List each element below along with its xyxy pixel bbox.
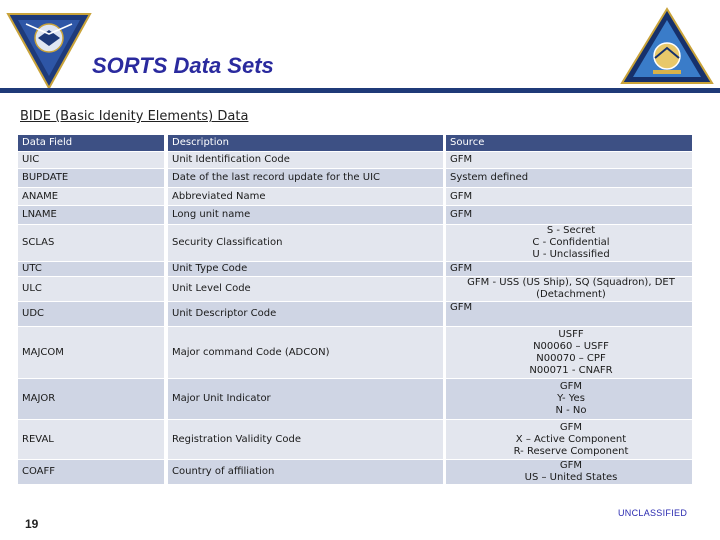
- field-cell: UTC: [18, 262, 164, 276]
- column-header-description: Description: [168, 135, 443, 151]
- source-cell: GFM: [446, 188, 692, 205]
- section-subtitle: BIDE (Basic Idenity Elements) Data: [20, 109, 249, 124]
- page-number: 19: [25, 517, 39, 531]
- triangular-command-seal-icon: [619, 6, 715, 86]
- field-cell: REVAL: [18, 420, 164, 459]
- table-row: [18, 262, 692, 276]
- field-cell: SCLAS: [18, 225, 164, 261]
- field-cell: MAJOR: [18, 379, 164, 419]
- description-cell: Registration Validity Code: [168, 420, 443, 459]
- table-row: [18, 277, 692, 301]
- source-cell: GFM: [446, 262, 692, 276]
- source-line: N00070 – CPF: [536, 352, 606, 364]
- source-line: GFM - USS (US Ship), SQ (Squadron), DET: [467, 277, 675, 288]
- field-cell: MAJCOM: [18, 327, 164, 378]
- field-cell: ANAME: [18, 188, 164, 205]
- table-row: [18, 460, 692, 484]
- source-line: U - Unclassified: [532, 249, 610, 260]
- table-row: [18, 188, 692, 205]
- description-cell: Major command Code (ADCON): [168, 327, 443, 378]
- source-cell: [446, 460, 692, 484]
- source-line: C - Confidential: [532, 237, 610, 248]
- source-line: N00060 – USFF: [533, 340, 609, 352]
- table-row: [18, 206, 692, 224]
- source-line: X – Active Component: [515, 433, 627, 445]
- page-title: SORTS Data Sets: [92, 53, 274, 78]
- source-cell: [446, 379, 692, 419]
- source-line: USFF: [558, 328, 584, 340]
- field-cell: LNAME: [18, 206, 164, 224]
- description-cell: Unit Identification Code: [168, 152, 443, 168]
- field-cell: UIC: [18, 152, 164, 168]
- source-cell: GFM: [446, 206, 692, 224]
- navy-emblem-icon: [4, 10, 94, 92]
- source-line: GFM: [559, 421, 583, 433]
- source-line: Y- Yes: [557, 393, 585, 404]
- table-row: [18, 420, 692, 459]
- source-cell: [446, 225, 692, 261]
- description-cell: Unit Type Code: [168, 262, 443, 276]
- source-cell: System defined: [446, 169, 692, 187]
- description-cell: Date of the last record update for the UIC: [168, 169, 443, 187]
- source-cell: [446, 277, 692, 301]
- source-line: S - Secret: [546, 225, 596, 236]
- table-row: [18, 302, 692, 326]
- description-cell: Unit Descriptor Code: [168, 302, 443, 326]
- source-line: N - No: [555, 405, 587, 416]
- table-row: [18, 152, 692, 168]
- description-cell: Unit Level Code: [168, 277, 443, 301]
- source-cell: GFM: [446, 302, 692, 326]
- source-cell: [446, 420, 692, 459]
- description-cell: Country of affiliation: [168, 460, 443, 484]
- field-cell: ULC: [18, 277, 164, 301]
- source-line: R- Reserve Component: [513, 445, 629, 457]
- table-row: [18, 379, 692, 419]
- field-cell: BUPDATE: [18, 169, 164, 187]
- description-cell: Long unit name: [168, 206, 443, 224]
- column-header-source: Source: [446, 135, 692, 151]
- source-line: N00071 - CNAFR: [529, 364, 613, 376]
- source-line: (Detachment): [536, 289, 606, 300]
- header-bar: [0, 88, 720, 93]
- source-line: US – United States: [524, 472, 618, 483]
- table-row: [18, 169, 692, 187]
- column-header-data-field: Data Field: [18, 135, 164, 151]
- table-row: [18, 327, 692, 378]
- source-line: GFM: [559, 460, 583, 471]
- classification-label: UNCLASSIFIED: [618, 508, 688, 518]
- table-header-row: [18, 135, 692, 151]
- field-cell: COAFF: [18, 460, 164, 484]
- field-cell: UDC: [18, 302, 164, 326]
- source-cell: GFM: [446, 152, 692, 168]
- description-cell: Major Unit Indicator: [168, 379, 443, 419]
- source-line: GFM: [559, 381, 583, 392]
- source-cell: [446, 327, 692, 378]
- table-row: [18, 225, 692, 261]
- description-cell: Abbreviated Name: [168, 188, 443, 205]
- description-cell: Security Classification: [168, 225, 443, 261]
